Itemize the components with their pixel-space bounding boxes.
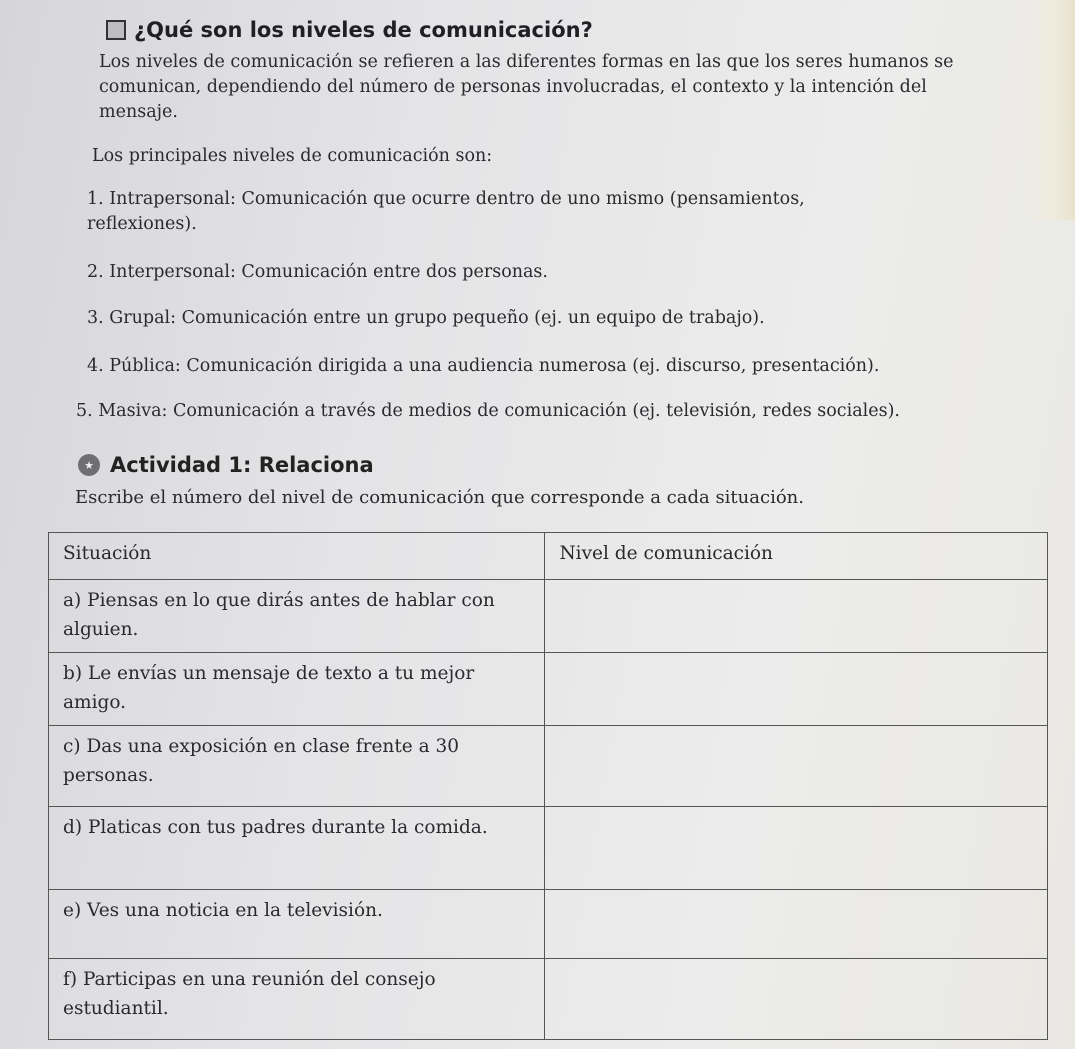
activity-badge-icon: ★ <box>78 454 100 476</box>
table-row <box>49 653 1048 726</box>
situation-cell: c) Das una exposición en clase frente a 30 personas. <box>49 726 545 807</box>
level-answer-cell[interactable] <box>545 580 1048 653</box>
situation-cell: e) Ves una noticia en la televisión. <box>49 890 545 959</box>
level-answer-cell[interactable] <box>545 726 1048 807</box>
activity-title <box>78 453 374 477</box>
situation-cell: a) Piensas en lo que dirás antes de hablar con alguien. <box>49 580 545 653</box>
situation-cell: f) Participas en una reunión del consejo estudiantil. <box>49 959 545 1040</box>
table-header-row <box>49 533 1048 580</box>
activity-title-text: Actividad 1: Relaciona <box>110 453 374 477</box>
page-edge-shadow <box>1020 0 1075 220</box>
intro-paragraph: Los niveles de comunicación se refieren a las diferentes formas en las que los seres humanos se comunican, dependiendo del número de personas involucradas, el contexto y la intención del mensaje. <box>99 52 954 122</box>
section-title-text: ¿Qué son los niveles de comunicación? <box>134 18 593 42</box>
level-item-5: 5. Masiva: Comunicación a través de medios de comunicación (ej. televisión, redes sociales). <box>76 401 900 421</box>
activity-instruction: Escribe el número del nivel de comunicación que corresponde a cada situación. <box>75 487 804 508</box>
situations-table <box>48 532 1048 1040</box>
level-answer-cell[interactable] <box>545 807 1048 890</box>
level-answer-cell[interactable] <box>545 959 1048 1040</box>
table-row <box>49 807 1048 890</box>
table-row <box>49 959 1048 1040</box>
level-item-3: 3. Grupal: Comunicación entre un grupo pequeño (ej. un equipo de trabajo). <box>87 308 765 328</box>
section-title <box>106 18 593 42</box>
level-answer-cell[interactable] <box>545 890 1048 959</box>
lead-paragraph: Los principales niveles de comunicación son: <box>92 146 493 166</box>
square-icon <box>106 20 126 40</box>
situation-cell: b) Le envías un mensaje de texto a tu mejor amigo. <box>49 653 545 726</box>
table-row <box>49 890 1048 959</box>
table-row <box>49 726 1048 807</box>
header-level: Nivel de comunicación <box>545 533 1048 580</box>
level-item-1: 1. Intrapersonal: Comunicación que ocurre dentro de uno mismo (pensamientos, reflexiones). <box>87 189 805 234</box>
situation-cell: d) Platicas con tus padres durante la comida. <box>49 807 545 890</box>
level-item-2: 2. Interpersonal: Comunicación entre dos personas. <box>87 262 548 282</box>
level-answer-cell[interactable] <box>545 653 1048 726</box>
header-situation: Situación <box>49 533 545 580</box>
table-row <box>49 580 1048 653</box>
level-item-4: 4. Pública: Comunicación dirigida a una audiencia numerosa (ej. discurso, presentación). <box>87 356 880 376</box>
